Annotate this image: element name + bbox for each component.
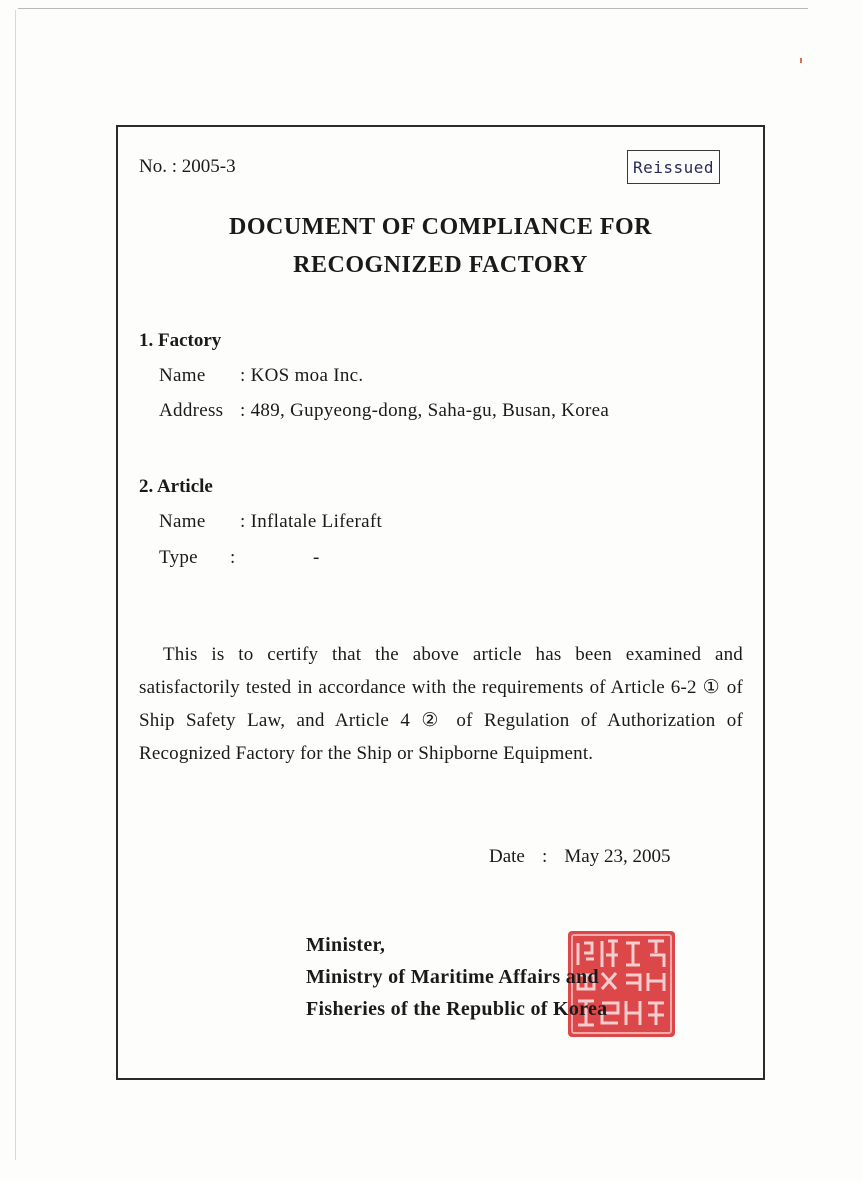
factory-address-label: Address	[159, 400, 224, 421]
date-colon: :	[541, 846, 548, 867]
document-title-line1: DOCUMENT OF COMPLIANCE FOR	[229, 214, 652, 240]
scan-speck	[800, 58, 802, 63]
article-type-label: Type	[159, 547, 198, 568]
signatory-line3: Fisheries of the Republic of Korea	[306, 998, 608, 1020]
date-value: May 23, 2005	[564, 846, 671, 867]
date-label: Date	[489, 846, 525, 867]
certification-text: This is to certify that the above article has been examined and satisfactorily tested in accordance with the requirements of Article 6-2 ① of Ship Safety Law, and Article 4 ② of Regulation of Authorization of Recognized Factory for the Ship or Shipborne Equipment.	[139, 644, 743, 764]
signatory-line2: Ministry of Maritime Affairs and	[306, 966, 599, 988]
article-type-value: -	[313, 547, 320, 568]
reissued-badge: Reissued	[627, 150, 720, 184]
article-name-label: Name	[159, 511, 206, 532]
factory-name-value: : KOS moa Inc.	[240, 365, 364, 386]
factory-heading: 1. Factory	[139, 330, 222, 351]
certification-paragraph	[139, 638, 743, 770]
factory-name-label: Name	[159, 365, 206, 386]
issue-date	[489, 846, 670, 868]
document-number: No. : 2005-3	[139, 156, 236, 177]
scan-edge-top	[18, 8, 808, 9]
article-type-colon: :	[230, 547, 236, 568]
factory-address-value: : 489, Gupyeong-dong, Saha-gu, Busan, Korea	[240, 400, 610, 421]
article-name-value: : Inflatale Liferaft	[240, 511, 383, 532]
article-heading: 2. Article	[139, 476, 213, 497]
signatory-line1: Minister,	[306, 934, 386, 956]
document-title-line2: RECOGNIZED FACTORY	[293, 252, 588, 278]
scan-edge-left	[15, 10, 16, 1160]
